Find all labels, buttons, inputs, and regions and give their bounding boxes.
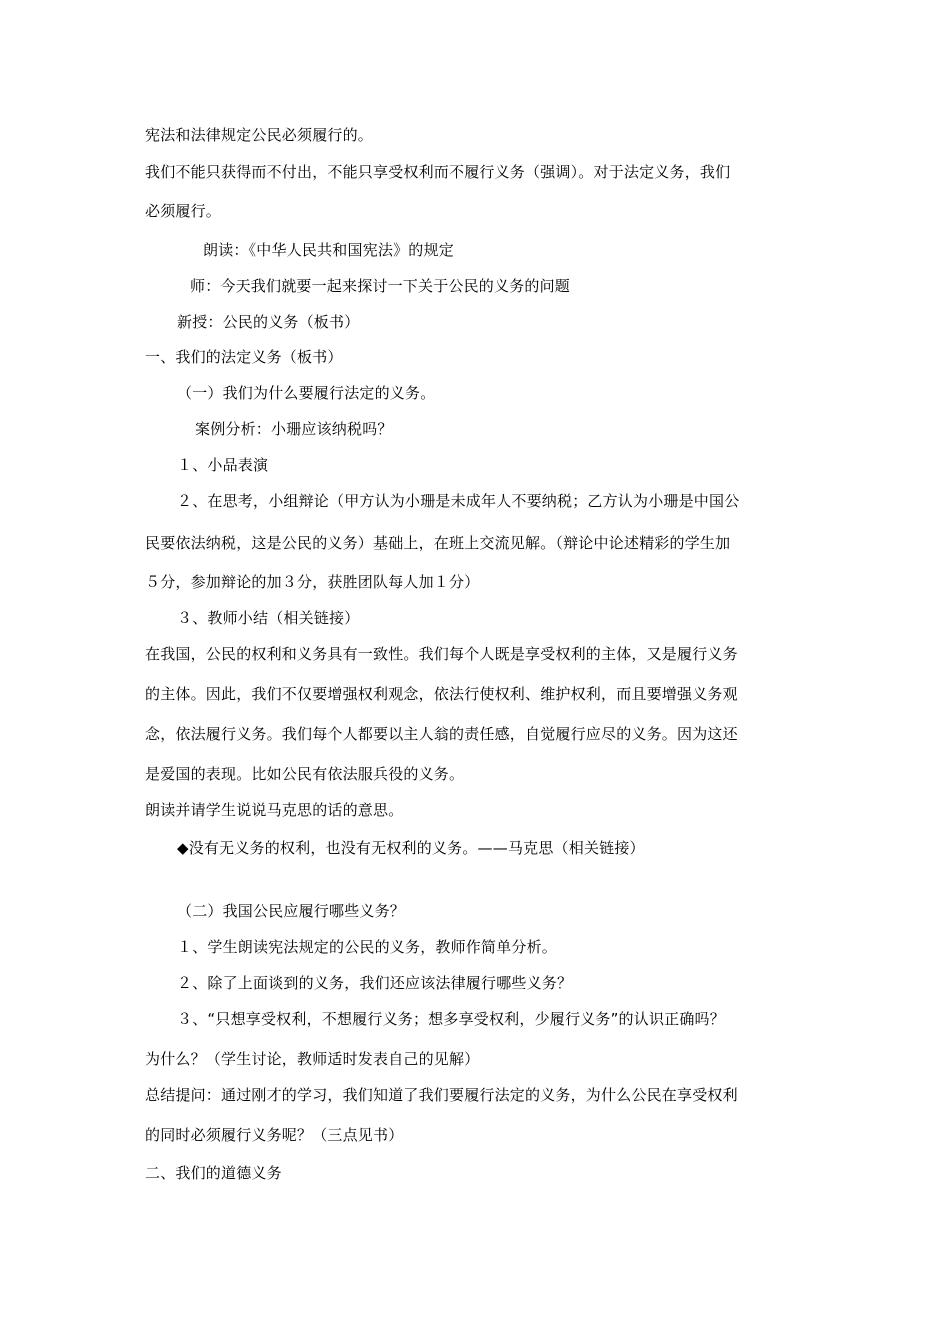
text-line: 师：今天我们就要一起来探讨一下关于公民的义务的问题: [190, 277, 571, 295]
text-line: 宪法和法律规定公民必须履行的。: [145, 126, 374, 144]
text-line: 是爱国的表现。比如公民有依法服兵役的义务。: [145, 765, 465, 783]
text-line: 民要依法纳税，这是公民的义务）基础上，在班上交流见解。（辩论中论述精彩的学生加: [145, 534, 731, 552]
list-item: ３、教师小结（相关链接）: [177, 609, 360, 627]
text-line: 在我国，公民的权利和义务具有一致性。我们每个人既是享受权利的主体，又是履行义务: [145, 645, 738, 663]
section-heading: 二、我们的道德义务: [145, 1164, 282, 1182]
text-line: ５分，参加辩论的加３分，获胜团队每人加１分）: [145, 573, 480, 591]
list-item: ２、除了上面谈到的义务，我们还应该法律履行哪些义务？: [177, 974, 573, 992]
text-line: 总结提问：通过刚才的学习，我们知道了我们要履行法定的义务，为什么公民在享受权利: [145, 1086, 738, 1104]
list-item: ３、“只想享受权利，不想履行义务；想多享受权利，少履行义务”的认识正确吗？: [177, 1010, 725, 1028]
section-heading: 一、我们的法定义务（板书）: [145, 348, 343, 366]
subsection-heading: （二）我国公民应履行哪些义务？: [177, 902, 406, 920]
text-line: 新授：公民的义务（板书）: [177, 313, 360, 331]
text-line: 必须履行。: [145, 202, 222, 220]
text-line: 案例分析：小珊应该纳税吗？: [195, 420, 393, 438]
text-line: 朗读：《中华人民共和国宪法》的规定: [203, 241, 454, 259]
text-line: 的同时必须履行义务呢？（三点见书）: [145, 1126, 404, 1144]
text-line: 念，依法履行义务。我们每个人都要以主人翁的责任感，自觉履行应尽的义务。因为这还: [145, 725, 738, 743]
text-line: 为什么？（学生讨论，教师适时发表自己的见解）: [145, 1050, 480, 1068]
text-line: 的主体。因此，我们不仅要增强权利观念，依法行使权利、维护权利，而且要增强义务观: [145, 685, 738, 703]
list-item: ２、在思考，小组辩论（甲方认为小珊是未成年人不要纳税；乙方认为小珊是中国公: [177, 492, 740, 510]
text-line: 朗读并请学生说说马克思的话的意思。: [145, 801, 404, 819]
quote-line: ◆没有无义务的权利，也没有无权利的义务。——马克思（相关链接）: [177, 839, 645, 857]
list-item: １、小品表演: [177, 456, 269, 474]
list-item: １、学生朗读宪法规定的公民的义务，教师作简单分析。: [177, 938, 558, 956]
subsection-heading: （一）我们为什么要履行法定的义务。: [177, 384, 436, 402]
text-line: 我们不能只获得而不付出，不能只享受权利而不履行义务（强调）。对于法定义务，我们: [145, 163, 731, 181]
